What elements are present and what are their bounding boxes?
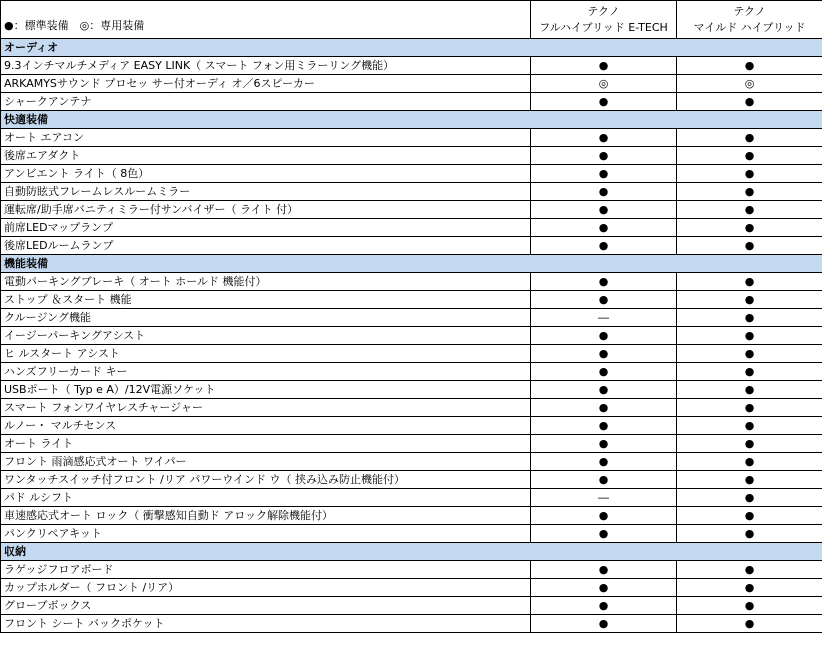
feature-label: カップホルダー（ フロント /リア） — [1, 579, 531, 597]
full-hybrid-mark: ● — [531, 183, 677, 201]
table-row — [1, 273, 822, 291]
section-header-row — [1, 39, 822, 57]
feature-label: 運転席/助手席バニティミラー付サンバイザー（ ライト 付） — [1, 201, 531, 219]
table-row — [1, 219, 822, 237]
full-hybrid-mark: ● — [531, 417, 677, 435]
full-hybrid-mark: ● — [531, 507, 677, 525]
full-hybrid-mark: ● — [531, 363, 677, 381]
table-row — [1, 471, 822, 489]
table-row — [1, 363, 822, 381]
mild-hybrid-mark: ● — [677, 273, 822, 291]
full-hybrid-mark: ● — [531, 597, 677, 615]
full-hybrid-mark: ● — [531, 561, 677, 579]
feature-label: ARKAMYSサウンド プロセッ サー付オーディ オ／6スピーカー — [1, 75, 531, 93]
feature-label: グローブボックス — [1, 597, 531, 615]
table-row — [1, 75, 822, 93]
full-hybrid-mark: ● — [531, 471, 677, 489]
mild-hybrid-mark: ● — [677, 507, 822, 525]
mild-hybrid-mark: ● — [677, 399, 822, 417]
feature-label: フロント シート バックポケット — [1, 615, 531, 633]
section-title: オーディオ — [1, 39, 822, 57]
column-header-line1: テクノ — [733, 4, 766, 18]
mild-hybrid-mark: ● — [677, 417, 822, 435]
column-header-mild-hybrid — [677, 1, 822, 39]
feature-label: 後席LEDルームランプ — [1, 237, 531, 255]
mild-hybrid-mark: ● — [677, 471, 822, 489]
section-header-row — [1, 111, 822, 129]
table-row — [1, 615, 822, 633]
feature-label: パンクリペアキット — [1, 525, 531, 543]
table-row — [1, 291, 822, 309]
mild-hybrid-mark: ● — [677, 453, 822, 471]
table-row — [1, 561, 822, 579]
mild-hybrid-mark: ● — [677, 57, 822, 75]
mild-hybrid-mark: ● — [677, 147, 822, 165]
table-row — [1, 489, 822, 507]
feature-label: 電動パーキングブレーキ（ オート ホールド 機能付） — [1, 273, 531, 291]
mild-hybrid-mark: ● — [677, 597, 822, 615]
column-header-line2: マイルド ハイブリッド — [693, 20, 806, 34]
feature-label: ハンズフリーカード キー — [1, 363, 531, 381]
table-row — [1, 453, 822, 471]
mild-hybrid-mark: ● — [677, 219, 822, 237]
full-hybrid-mark: ◎ — [531, 75, 677, 93]
table-row — [1, 435, 822, 453]
mild-hybrid-mark: ● — [677, 291, 822, 309]
table-row — [1, 129, 822, 147]
feature-label: 後席エアダクト — [1, 147, 531, 165]
section-title: 収納 — [1, 543, 822, 561]
mild-hybrid-mark: ● — [677, 525, 822, 543]
table-row — [1, 507, 822, 525]
full-hybrid-mark: ● — [531, 273, 677, 291]
feature-label: USBポート（ Typ e A）/12V電源ソケット — [1, 381, 531, 399]
full-hybrid-mark: ― — [531, 309, 677, 327]
full-hybrid-mark: ● — [531, 57, 677, 75]
section-header-row — [1, 543, 822, 561]
mild-hybrid-mark: ● — [677, 327, 822, 345]
full-hybrid-mark: ● — [531, 615, 677, 633]
mild-hybrid-mark: ● — [677, 489, 822, 507]
feature-label: アンビエント ライト（ 8色） — [1, 165, 531, 183]
feature-label: ルノー・ マルチセンス — [1, 417, 531, 435]
full-hybrid-mark: ● — [531, 237, 677, 255]
table-row — [1, 399, 822, 417]
feature-label: 9.3インチマルチメディア EASY LINK（ スマート フォン用ミラーリング機能） — [1, 57, 531, 75]
spec-table-body — [1, 1, 822, 633]
mild-hybrid-mark: ● — [677, 237, 822, 255]
full-hybrid-mark: ● — [531, 345, 677, 363]
table-row — [1, 309, 822, 327]
full-hybrid-mark: ● — [531, 201, 677, 219]
full-hybrid-mark: ● — [531, 291, 677, 309]
mild-hybrid-mark: ● — [677, 579, 822, 597]
section-header-row — [1, 255, 822, 273]
section-title: 快適装備 — [1, 111, 822, 129]
full-hybrid-mark: ● — [531, 579, 677, 597]
feature-label: クルージング機能 — [1, 309, 531, 327]
full-hybrid-mark: ● — [531, 147, 677, 165]
mild-hybrid-mark: ● — [677, 435, 822, 453]
feature-label: 前席LEDマップランプ — [1, 219, 531, 237]
feature-label: ヒ ルスタート アシスト — [1, 345, 531, 363]
mild-hybrid-mark: ● — [677, 309, 822, 327]
mild-hybrid-mark: ● — [677, 363, 822, 381]
full-hybrid-mark: ● — [531, 381, 677, 399]
table-row — [1, 327, 822, 345]
feature-label: ストップ ＆スタート 機能 — [1, 291, 531, 309]
full-hybrid-mark: ● — [531, 165, 677, 183]
table-row — [1, 381, 822, 399]
feature-label: 自動防眩式フレームレスルームミラー — [1, 183, 531, 201]
full-hybrid-mark: ― — [531, 489, 677, 507]
mild-hybrid-mark: ● — [677, 183, 822, 201]
table-row — [1, 57, 822, 75]
full-hybrid-mark: ● — [531, 93, 677, 111]
table-row — [1, 165, 822, 183]
table-row — [1, 417, 822, 435]
full-hybrid-mark: ● — [531, 219, 677, 237]
header-row — [1, 1, 822, 39]
table-row — [1, 525, 822, 543]
table-row — [1, 93, 822, 111]
table-row — [1, 345, 822, 363]
mild-hybrid-mark: ● — [677, 345, 822, 363]
column-header-line1: テクノ — [587, 4, 620, 18]
full-hybrid-mark: ● — [531, 327, 677, 345]
mild-hybrid-mark: ● — [677, 165, 822, 183]
table-row — [1, 579, 822, 597]
full-hybrid-mark: ● — [531, 453, 677, 471]
table-row — [1, 597, 822, 615]
table-row — [1, 147, 822, 165]
mild-hybrid-mark: ● — [677, 129, 822, 147]
feature-label: パド ルシフト — [1, 489, 531, 507]
full-hybrid-mark: ● — [531, 525, 677, 543]
mild-hybrid-mark: ● — [677, 381, 822, 399]
column-header-full-hybrid — [531, 1, 677, 39]
full-hybrid-mark: ● — [531, 399, 677, 417]
feature-label: オート ライト — [1, 435, 531, 453]
mild-hybrid-mark: ● — [677, 201, 822, 219]
mild-hybrid-mark: ● — [677, 615, 822, 633]
section-title: 機能装備 — [1, 255, 822, 273]
feature-label: オート エアコン — [1, 129, 531, 147]
full-hybrid-mark: ● — [531, 129, 677, 147]
mild-hybrid-mark: ● — [677, 561, 822, 579]
feature-label: ワンタッチスイッチ付フロント /リア パワーウインド ウ（ 挟み込み防止機能付） — [1, 471, 531, 489]
table-row — [1, 201, 822, 219]
mild-hybrid-mark: ● — [677, 93, 822, 111]
feature-label: 車速感応式オート ロック（ 衝撃感知自動ド アロック解除機能付） — [1, 507, 531, 525]
full-hybrid-mark: ● — [531, 435, 677, 453]
feature-label: ラゲッジフロアボード — [1, 561, 531, 579]
table-row — [1, 183, 822, 201]
legend-text: ●：標準装備 ◎：専用装備 — [1, 1, 531, 39]
feature-label: イージーパーキングアシスト — [1, 327, 531, 345]
feature-label: フロント 雨滴感応式オート ワイパー — [1, 453, 531, 471]
mild-hybrid-mark: ◎ — [677, 75, 822, 93]
table-row — [1, 237, 822, 255]
feature-label: シャークアンテナ — [1, 93, 531, 111]
feature-label: スマート フォンワイヤレスチャージャー — [1, 399, 531, 417]
column-header-line2: フルハイブリッド E-TECH — [539, 20, 668, 34]
